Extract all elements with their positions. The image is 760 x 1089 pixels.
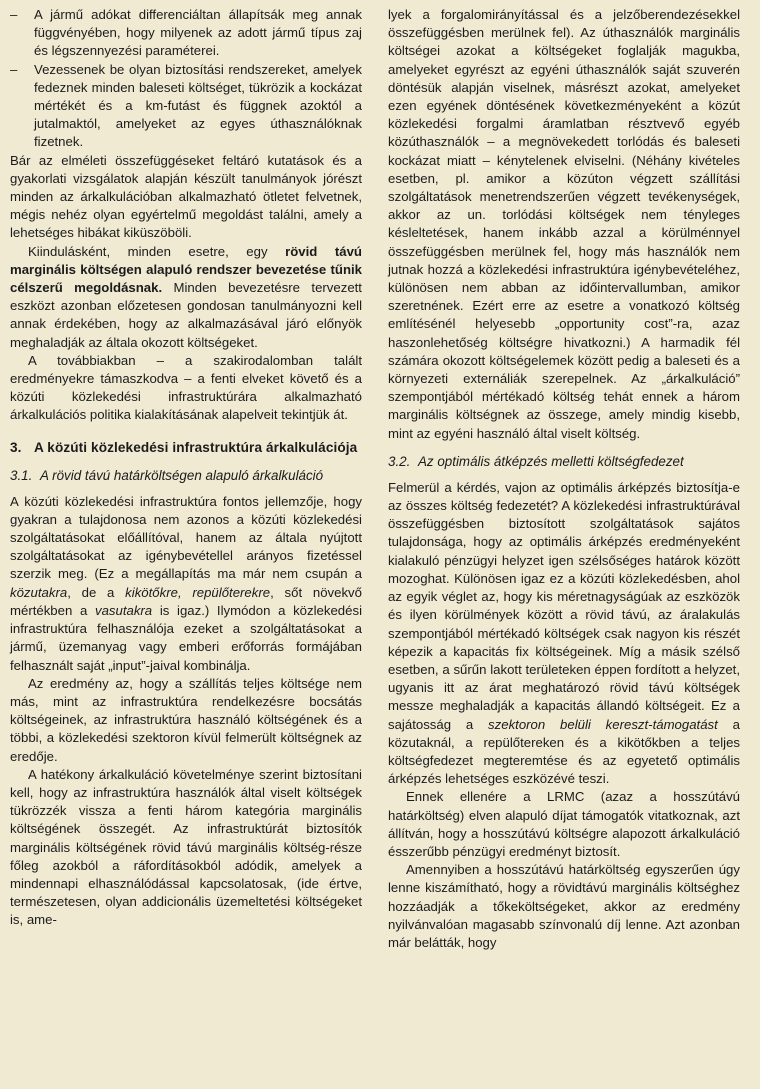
subsection-heading bbox=[10, 467, 362, 485]
paragraph bbox=[10, 243, 362, 352]
subsection-title: A rövid távú határköltségen alapuló árkalkuláció bbox=[40, 467, 324, 483]
emphasis-bold: rövid távú marginális költségen alapuló rendszer bevezetése tűnik célszerű megoldásnak. bbox=[10, 243, 362, 296]
paragraph: A hatékony árkalkuláció követelménye szerint biztosítani kell, hogy az infrastruktúra használók által viselt költségek tükrözzék vissza a fenti három kategória marginális költségének összegét. Az infrastruktúrát biztosítók marginális költségének rövid távú marginális költség-része főleg azokból a ráfordításokból adódik, amelyek a mindennapi elhasználódással kapcsolatosak, (ide értve, természetesen, olyan addicionális üzemeltetési költségeket is, ame- bbox=[10, 766, 362, 928]
paragraph bbox=[10, 493, 362, 675]
paragraph bbox=[388, 479, 740, 788]
text-run: A közúti közlekedési infrastruktúra fontos jellemzője, hogy gyakran a tulajdonosa nem azonos a közúti közlekedési szolgáltatásokat előállítóval, hanem az általa nyújtott szolgáltatásokat az igénybevétellel arányos fizetéssel szerzik meg. (Ez a megállapítás ma már nem csupán a bbox=[10, 493, 362, 582]
section-title: A közúti közlekedési infrastruktúra árkalkulációja bbox=[34, 439, 358, 455]
emphasis-italic: közutakra bbox=[10, 584, 68, 600]
list-item: – A jármű adókat differenciáltan állapítsák meg annak függvényében, hogy milyenek az adott jármű típus zaj és légszennyezési paraméterei. bbox=[10, 6, 362, 61]
right-column bbox=[388, 6, 740, 1089]
emphasis-italic: szektoron belüli kereszt-támogatást bbox=[488, 716, 718, 732]
subsection-number: 3.2. bbox=[388, 453, 411, 469]
list-item: – Vezessenek be olyan biztosítási rendszereket, amelyek fedeznek minden baleseti költséget, tükrözik a kockázat mértékét és a km-futást és függnek azoktól a jutalmaktól, amelyeket az egyes úthasználóknak fizetnek. bbox=[10, 61, 362, 152]
subsection-title: Az optimális átképzés melletti költségfedezet bbox=[418, 453, 684, 469]
paragraph: A továbbiakban – a szakirodalomban talált eredményekre támaszkodva – a fenti elveket követő és a közúti közlekedési infrastruktúrára alkalmazható árkalkulációs politika kialakításának alapelveit tekintjük át. bbox=[10, 352, 362, 423]
text-run: Felmerül a kérdés, vajon az optimális árképzés biztosítja-e az összes költség fedezetét? A közlekedési infrastruktúrával összefüggésben biztosított szolgáltatások sajátos tulajdonsága, hogy az optimális árképzés eredményeként kialakuló pénzügyi helyzet igen szélsőséges határok között mozoghat. Különösen igaz ez a közúti közlekedésben, ahol az egyik véglet az, hogy kis méretnagyságúak az eszközök és ilyen körülmények között a rövid távú, az áralakulás szempontjából mértékadó költségek csak nagyon kis részét képezik a kapacitás fix költségeinek. Míg a másik szélső esetben, a sűrűn lakott területeken éppen fordított a helyzet, ugyanis itt az árat meghatározó rövid távú költségek messze meghaladják a kapacitás állandó költségeit. Ez a sajátosság a bbox=[388, 479, 740, 732]
emphasis-italic: kikötőkre, repülőterekre bbox=[125, 584, 271, 600]
section-number: 3. bbox=[10, 439, 22, 455]
text-run: is igaz.) Ilymódon a közlekedési infrastruktúra felhasználója ezeket a szolgáltatásokat a jármű, üzemanyag vagy emberi erőforrás formájában felhasznált saját „input”-jaival kombinálja. bbox=[10, 602, 362, 673]
paragraph: Amennyiben a hosszútávú határköltség egyszerűen úgy lenne kiszámítható, hogy a rövidtávú marginális költséghez hozzáadják a tőkeköltségeket, akkor az eredmény nyilvánvalóan magasabb színvonalú díj lenne. Azt azonban már belátták, hogy bbox=[388, 862, 740, 950]
text-run: , de a bbox=[67, 584, 126, 600]
paragraph: Az eredmény az, hogy a szállítás teljes költsége nem más, mint az infrastruktúra rendelkezésre bocsátás költségeinek, az infrastruktúra használó költségének és a többi, a közlekedési szektoron kívül felmerült költségnek az eredője. bbox=[10, 675, 362, 764]
paragraph: lyek a forgalomirányítással és a jelzőberendezésekkel összefüggésben merülnek fel). Az úthasználók marginális költségei azokat a költségeket foglalják magukba, amelyeket egyrészt az egyéni úthasználók saját szuverén döntésük alapján viselnek, másrészt azokat, amelyeket ezen egyének döntésének következményeként a közút közlekedési forgalmi áramlatban résztvevő egyéb közúthasználók – a megnövekedett torlódás és baleseti kockázat miatt – kénytelenek elviselni. (Néhány kivételes esetben, pl. amikor a közúton végzett szállítási szolgáltatások menetrendszerűen végzett tevékenységek, akkor az un. torlódási költségek nem tényleges késleltetések, hanem inkább azzal a körülménnyel összefüggésben merülnek fel, hogy más használók nem jutnak hozzá a közlekedési infrastruktúra igénybevételéhez, különösen nem abban az időintervallumban, amikor szeretnének. Ezért erre az esetre a vonatkozó költség említésénél helyesebb „opportunity cost”-ra, azaz haszonlehetőség költségre hivatkozni.) A harmadik fél számára okozott költségelemek között pedig a baleseti és a környezeti externáliák szerepelnek. Az „árkalkuláció” szempontjából mértékadó költség tehát ennek a három marginális költségnek az összege, amely mindig kisebb, mint az egyéni használó által viselt költség. bbox=[388, 7, 740, 441]
recommendation-list bbox=[10, 6, 362, 152]
subsection-heading bbox=[388, 453, 740, 471]
section-heading bbox=[10, 439, 362, 457]
emphasis-italic: vasutakra bbox=[94, 602, 153, 618]
text-run: , sőt növekvő mértékben a bbox=[10, 584, 362, 618]
subsection-number: 3.1. bbox=[10, 467, 33, 483]
text-run: a közutaknál, a repülőtereken és a kikötőkben a teljes költségfedezet megteremtése és az egyetető optimális árképzés lehetséges eszközévé teszi. bbox=[388, 716, 740, 787]
text-run: Kiindulásként, minden esetre, egy bbox=[28, 243, 286, 259]
paragraph: Bár az elméleti összefüggéseket feltáró kutatások és a gyakorlati vizsgálatok alapján készült tanulmányok jórészt minden az árkalkulációban alkalmazható ötletet felvetnek, mégis nehéz olyan egyértelmű megoldást találni, amely a lehetséges hibákat kiküszöböli. bbox=[10, 152, 362, 241]
left-column bbox=[10, 6, 362, 1089]
paragraph: Ennek ellenére a LRMC (azaz a hosszútávú határköltség) elven alapuló díjat támogatók vitatkoznak, azt állítván, hogy a hosszútávú költségre alapozott árkalkuláció ésszerűbb pénzügyi eredményt biztosít. bbox=[388, 789, 740, 859]
text-run: Minden bevezetésre tervezett eszközt azonban előzetesen gondosan tanulmányozni kell annak érdekében, hogy az alkalmazásával járó előnyök meghaladják az általa okozott költségeket. bbox=[10, 280, 362, 350]
